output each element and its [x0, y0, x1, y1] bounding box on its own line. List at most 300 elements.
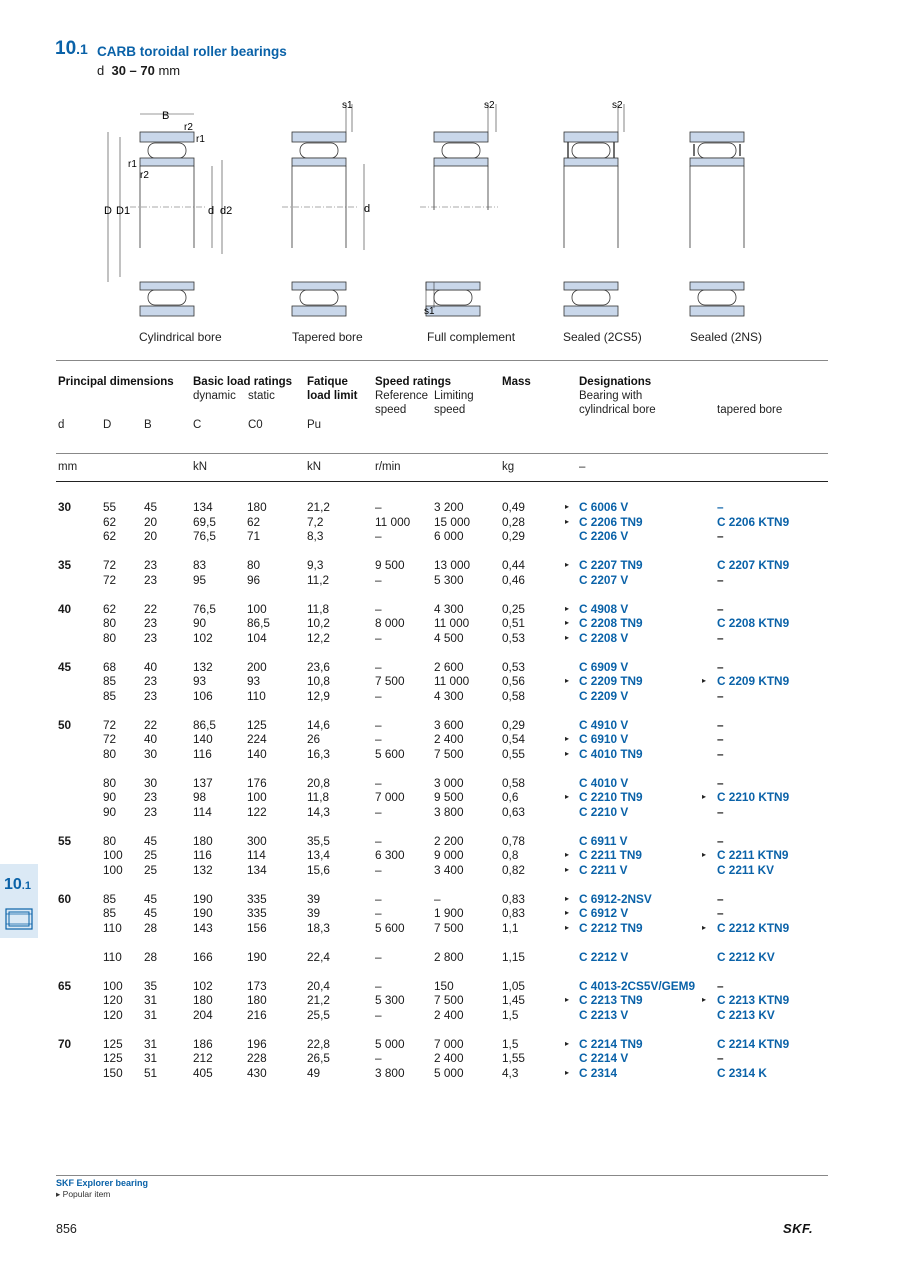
cell-static-load: 71	[247, 529, 261, 543]
symbol-Pu: Pu	[307, 419, 322, 431]
cell-width: 31	[144, 1007, 158, 1022]
designation-tapered[interactable]: C 2211 KV	[717, 862, 775, 877]
designation-cylindrical[interactable]: C 2211 TN9	[579, 848, 642, 862]
cell-mass: 0,63	[502, 804, 525, 819]
designation-tapered: –	[717, 978, 724, 993]
cell-fatigue-limit: 49	[307, 1065, 321, 1080]
cell-reference-speed: –	[375, 732, 382, 746]
cell-dynamic-load: 204	[193, 1007, 213, 1022]
label-d2: d2	[220, 205, 233, 217]
cell-outer-diameter: 80	[103, 616, 117, 630]
designation-tapered[interactable]: C 2212 KTN9	[717, 920, 790, 935]
popular-marker-icon: ▸	[565, 792, 570, 801]
cell-dynamic-load: 83	[193, 558, 207, 572]
cell-width: 28	[144, 949, 158, 964]
popular-marker-icon: ▸	[565, 893, 570, 903]
label-s1-b: s1	[424, 306, 435, 317]
cell-limiting-speed: 2 200	[434, 833, 464, 848]
cell-reference-speed: –	[375, 717, 382, 732]
cell-outer-diameter: 85	[103, 674, 117, 688]
cell-reference-speed: 3 800	[375, 1065, 405, 1080]
cell-mass: 0,29	[502, 717, 525, 732]
cell-width: 45	[144, 891, 158, 906]
designation-cylindrical[interactable]: C 2209 TN9	[579, 674, 643, 688]
row-group	[56, 1037, 836, 1081]
header-designations: Designations	[579, 376, 652, 388]
designation-cylindrical[interactable]: C 2210 V	[579, 804, 629, 819]
cell-width: 23	[144, 674, 158, 688]
designation-tapered[interactable]: C 2206 KTN9	[717, 514, 790, 529]
label-r2-b: r2	[140, 170, 149, 181]
popular-marker-icon: ▸	[565, 618, 570, 627]
cell-fatigue-limit: 9,3	[307, 558, 324, 572]
cell-static-load: 180	[247, 500, 267, 514]
header-fatigue-1: Fatique	[307, 376, 348, 388]
row-group	[56, 776, 836, 820]
cell-dynamic-load: 212	[193, 1051, 213, 1065]
cell-mass: 1,15	[502, 949, 525, 964]
designation-cylindrical[interactable]: C 2207 TN9	[579, 558, 643, 572]
caption-sealed-2cs5: Sealed (2CS5)	[563, 330, 642, 344]
label-d-tapered: d	[364, 203, 371, 215]
cell-width: 23	[144, 558, 158, 572]
table-row	[56, 906, 836, 921]
cell-limiting-speed: –	[434, 891, 441, 906]
cell-static-load: 100	[247, 601, 267, 616]
unit-kN-fatigue: kN	[307, 461, 322, 473]
cell-fatigue-limit: 12,2	[307, 630, 330, 645]
table-row	[56, 747, 836, 762]
section-title: CARB toroidal roller bearings	[97, 44, 287, 59]
cell-width: 22	[144, 601, 158, 616]
caption-full-complement: Full complement	[427, 330, 516, 344]
cell-limiting-speed: 2 600	[434, 659, 464, 674]
designation-cylindrical[interactable]: C 2209 V	[579, 688, 629, 703]
designation-tapered: –	[717, 833, 724, 848]
cell-reference-speed: –	[375, 1007, 382, 1022]
caption-cylindrical: Cylindrical bore	[139, 330, 222, 344]
cell-static-load: 173	[247, 978, 267, 993]
cell-dynamic-load: 132	[193, 659, 213, 674]
designation-cylindrical[interactable]: C 4908 V	[579, 601, 629, 616]
cell-reference-speed: 5 000	[375, 1036, 405, 1051]
cell-dynamic-load: 134	[193, 500, 213, 514]
cell-mass: 0,55	[502, 746, 525, 761]
cell-reference-speed: –	[375, 775, 382, 790]
cell-outer-diameter: 80	[103, 746, 117, 761]
unit-mm: mm	[58, 461, 78, 473]
cell-outer-diameter: 72	[103, 572, 117, 587]
header-limiting-1: Limiting	[434, 390, 474, 402]
cell-static-load: 100	[247, 790, 267, 804]
row-group	[56, 892, 836, 936]
designation-cylindrical[interactable]: C 6006 V	[579, 500, 629, 514]
cell-width: 35	[144, 978, 158, 993]
cell-width: 51	[144, 1065, 158, 1080]
cell-d: 65	[58, 978, 72, 993]
cell-fatigue-limit: 21,2	[307, 500, 330, 514]
designation-cylindrical[interactable]: C 6909 V	[579, 659, 629, 674]
table-row	[56, 892, 836, 907]
header-limiting-2: speed	[434, 404, 466, 416]
designation-cylindrical[interactable]: C 6910 V	[579, 732, 629, 746]
cell-fatigue-limit: 14,6	[307, 717, 330, 732]
cell-mass: 0,58	[502, 775, 525, 790]
designation-cylindrical[interactable]: C 2208 TN9	[579, 616, 643, 630]
designation-tapered[interactable]: C 2212 KV	[717, 949, 775, 964]
header-basic: Basic load ratings	[193, 376, 293, 388]
label-D: D	[104, 205, 112, 217]
cell-fatigue-limit: 12,9	[307, 688, 330, 703]
cell-fatigue-limit: 39	[307, 906, 321, 920]
designation-tapered[interactable]: C 2210 KTN9	[717, 790, 790, 804]
designation-tapered: –	[717, 601, 724, 616]
cell-mass: 0,56	[502, 674, 525, 688]
cell-static-load: 156	[247, 920, 267, 935]
drawing-tapered-bore	[282, 104, 364, 316]
cell-outer-diameter: 62	[103, 514, 117, 529]
header-principal: Principal dimensions	[58, 376, 174, 388]
cell-fatigue-limit: 11,2	[307, 572, 330, 587]
designation-cylindrical[interactable]: C 4013-2CS5V/GEM9	[579, 978, 696, 993]
cell-width: 28	[144, 920, 158, 935]
drawing-sealed-2ns	[690, 132, 744, 316]
cell-static-load: 430	[247, 1065, 267, 1080]
cell-limiting-speed: 3 800	[434, 804, 464, 819]
cell-mass: 1,1	[502, 920, 519, 935]
designation-cylindrical[interactable]: C 2214 V	[579, 1051, 629, 1065]
row-group	[56, 660, 836, 704]
cell-mass: 0,29	[502, 529, 525, 543]
cell-limiting-speed: 2 400	[434, 732, 464, 746]
cell-fatigue-limit: 11,8	[307, 790, 330, 804]
table-row	[56, 1066, 836, 1081]
designation-cylindrical[interactable]: C 2314	[579, 1065, 618, 1080]
page-number: 856	[56, 1222, 77, 1236]
popular-marker-icon: ▸	[565, 632, 570, 642]
designation-cylindrical[interactable]: C 2211 V	[579, 862, 628, 877]
cell-reference-speed: 11 000	[375, 514, 411, 529]
designation-cylindrical[interactable]: C 6912 V	[579, 906, 629, 920]
cell-fatigue-limit: 25,5	[307, 1007, 330, 1022]
cell-d: 30	[58, 500, 72, 514]
cell-outer-diameter: 55	[103, 500, 117, 514]
cell-reference-speed: –	[375, 949, 382, 964]
designation-cylindrical[interactable]: C 2206 V	[579, 529, 629, 543]
designation-tapered[interactable]: C 2208 KTN9	[717, 616, 790, 630]
designation-tapered[interactable]: C 2314 K	[717, 1065, 767, 1080]
cell-width: 31	[144, 1036, 158, 1051]
cell-width: 40	[144, 659, 158, 674]
cell-width: 31	[144, 993, 158, 1007]
table-row	[56, 732, 836, 747]
cell-fatigue-limit: 20,4	[307, 978, 330, 993]
designation-tapered[interactable]: C 2207 KTN9	[717, 558, 790, 572]
cell-width: 31	[144, 1051, 158, 1065]
divider-units	[56, 481, 828, 482]
row-group	[56, 602, 836, 646]
cell-dynamic-load: 90	[193, 616, 207, 630]
table-row	[56, 573, 836, 588]
table-row	[56, 529, 836, 544]
cell-reference-speed: 5 600	[375, 746, 405, 761]
cell-dynamic-load: 86,5	[193, 717, 216, 732]
table-row	[56, 979, 836, 994]
cell-reference-speed: –	[375, 601, 382, 616]
cell-dynamic-load: 116	[193, 746, 212, 761]
cell-fatigue-limit: 22,4	[307, 949, 330, 964]
cell-limiting-speed: 7 500	[434, 746, 464, 761]
cell-static-load: 62	[247, 514, 261, 529]
cell-limiting-speed: 15 000	[434, 514, 471, 529]
cell-static-load: 196	[247, 1036, 267, 1051]
cell-mass: 1,5	[502, 1007, 519, 1022]
cell-d: 55	[58, 833, 72, 848]
popular-marker-icon: ▸	[702, 922, 707, 932]
popular-marker-icon: ▸	[565, 850, 570, 859]
designation-cylindrical[interactable]: C 2214 TN9	[579, 1036, 643, 1051]
table-row	[56, 602, 836, 617]
cell-limiting-speed: 5 300	[434, 572, 464, 587]
cell-width: 45	[144, 906, 158, 920]
header-reference-1: Reference	[375, 390, 429, 402]
cell-width: 23	[144, 790, 158, 804]
cell-fatigue-limit: 11,8	[307, 601, 330, 616]
designation-cylindrical[interactable]: C 4910 V	[579, 717, 629, 732]
cell-limiting-speed: 3 600	[434, 717, 464, 732]
cell-dynamic-load: 190	[193, 891, 213, 906]
cell-outer-diameter: 100	[103, 862, 123, 877]
cell-mass: 0,58	[502, 688, 525, 703]
designation-tapered: –	[717, 732, 724, 746]
cell-dynamic-load: 93	[193, 674, 207, 688]
symbol-d: d	[58, 419, 65, 431]
cell-mass: 1,45	[502, 993, 525, 1007]
cell-outer-diameter: 80	[103, 833, 117, 848]
popular-marker-icon: ▸	[565, 1067, 570, 1077]
designation-tapered: –	[717, 717, 724, 732]
table-row	[56, 834, 836, 849]
designation-tapered[interactable]: C 2213 KV	[717, 1007, 775, 1022]
cell-d: 60	[58, 891, 72, 906]
cell-d: 40	[58, 601, 72, 616]
divider-top	[56, 360, 828, 361]
designation-cylindrical[interactable]: C 2208 V	[579, 630, 629, 645]
table-row	[56, 674, 836, 689]
label-r1: r1	[196, 134, 205, 145]
cell-limiting-speed: 2 400	[434, 1051, 464, 1065]
label-s2-b: s2	[612, 100, 623, 111]
cell-static-load: 180	[247, 993, 267, 1007]
cell-fatigue-limit: 16,3	[307, 746, 330, 761]
designation-tapered[interactable]: C 2214 KTN9	[717, 1036, 790, 1051]
designation-cylindrical[interactable]: C 2212 V	[579, 949, 629, 964]
cell-outer-diameter: 85	[103, 906, 117, 920]
unit-speed: r/min	[375, 461, 401, 473]
cell-d: 45	[58, 659, 72, 674]
bearing-drawings	[80, 92, 780, 332]
cell-fatigue-limit: 18,3	[307, 920, 330, 935]
popular-marker-icon: ▸	[702, 995, 707, 1004]
cell-static-load: 93	[247, 674, 261, 688]
cell-outer-diameter: 100	[103, 848, 123, 862]
header-static: static	[248, 390, 275, 402]
designation-tapered: –	[717, 659, 724, 674]
designation-tapered[interactable]: C 2209 KTN9	[717, 674, 790, 688]
cell-outer-diameter: 90	[103, 790, 117, 804]
popular-marker-icon: ▸	[565, 502, 570, 511]
table-row	[56, 631, 836, 646]
cell-dynamic-load: 405	[193, 1065, 213, 1080]
designation-cylindrical[interactable]: C 2213 V	[579, 1007, 629, 1022]
cell-width: 20	[144, 529, 158, 543]
header-tapered: tapered bore	[717, 404, 783, 416]
table-row	[56, 1037, 836, 1052]
table-row	[56, 1051, 836, 1066]
cell-static-load: 224	[247, 732, 267, 746]
cell-reference-speed: –	[375, 833, 382, 848]
cell-fatigue-limit: 21,2	[307, 993, 330, 1007]
cell-limiting-speed: 3 000	[434, 775, 464, 790]
table-row	[56, 805, 836, 820]
popular-marker-icon: ▸	[565, 1038, 570, 1048]
unit-kN-load: kN	[193, 461, 208, 473]
row-group	[56, 979, 836, 1023]
cell-limiting-speed: 7 500	[434, 920, 464, 935]
cell-dynamic-load: 143	[193, 920, 213, 935]
table-row	[56, 500, 836, 515]
label-D1: D1	[116, 205, 131, 217]
cell-limiting-speed: 6 000	[434, 529, 464, 543]
label-d: d	[208, 205, 215, 217]
cell-dynamic-load: 166	[193, 949, 213, 964]
row-group	[56, 718, 836, 762]
footer-explorer-note: SKF Explorer bearing	[56, 1178, 149, 1188]
designation-tapered: –	[717, 746, 724, 761]
cell-static-load: 335	[247, 906, 267, 920]
cell-outer-diameter: 80	[103, 775, 117, 790]
cell-outer-diameter: 62	[103, 601, 117, 616]
cell-fatigue-limit: 20,8	[307, 775, 330, 790]
table-row	[56, 863, 836, 878]
cell-dynamic-load: 140	[193, 732, 213, 746]
designation-tapered: –	[717, 500, 724, 514]
section-side-tab[interactable]	[0, 864, 38, 938]
cell-static-load: 335	[247, 891, 267, 906]
cell-static-load: 134	[247, 862, 267, 877]
cell-reference-speed: –	[375, 500, 382, 514]
header-mass: Mass	[502, 376, 531, 388]
cell-outer-diameter: 85	[103, 891, 117, 906]
cell-dynamic-load: 186	[193, 1036, 213, 1051]
row-group	[56, 558, 836, 587]
cell-width: 23	[144, 572, 158, 587]
cell-static-load: 104	[247, 630, 267, 645]
cell-limiting-speed: 11 000	[434, 674, 470, 688]
cell-reference-speed: 9 500	[375, 558, 405, 572]
table-row	[56, 660, 836, 675]
label-B: B	[162, 110, 170, 122]
cell-limiting-speed: 2 800	[434, 949, 464, 964]
cell-mass: 0,6	[502, 790, 519, 804]
designation-cylindrical[interactable]: C 2206 TN9	[579, 514, 643, 529]
cell-dynamic-load: 106	[193, 688, 213, 703]
popular-marker-icon: ▸	[56, 1189, 61, 1199]
cell-width: 45	[144, 500, 158, 514]
cell-dynamic-load: 137	[193, 775, 213, 790]
label-s2: s2	[484, 100, 495, 111]
designation-tapered[interactable]: C 2213 KTN9	[717, 993, 790, 1007]
cell-reference-speed: –	[375, 1051, 382, 1065]
drawing-full-complement	[420, 104, 498, 316]
header-fatigue-2: load limit	[307, 390, 358, 402]
cell-mass: 4,3	[502, 1065, 519, 1080]
cell-fatigue-limit: 23,6	[307, 659, 330, 674]
cell-reference-speed: –	[375, 862, 382, 877]
footer-popular-note: ▸ Popular item	[56, 1189, 111, 1199]
cell-outer-diameter: 125	[103, 1051, 123, 1065]
designation-cylindrical[interactable]: C 4010 V	[579, 775, 629, 790]
cell-limiting-speed: 3 200	[434, 500, 464, 514]
cell-mass: 0,53	[502, 630, 525, 645]
cell-outer-diameter: 150	[103, 1065, 123, 1080]
designation-cylindrical[interactable]: C 2213 TN9	[579, 993, 643, 1007]
cell-mass: 0,28	[502, 514, 525, 529]
caption-tapered: Tapered bore	[292, 330, 363, 344]
cell-dynamic-load: 114	[193, 804, 212, 819]
cell-static-load: 125	[247, 717, 267, 732]
cell-mass: 0,49	[502, 500, 525, 514]
designation-tapered: –	[717, 1051, 724, 1065]
designation-cylindrical[interactable]: C 2210 TN9	[579, 790, 643, 804]
cell-static-load: 300	[247, 833, 267, 848]
cell-limiting-speed: 2 400	[434, 1007, 464, 1022]
designation-tapered[interactable]: C 2211 KTN9	[717, 848, 789, 862]
cell-dynamic-load: 180	[193, 993, 213, 1007]
cell-fatigue-limit: 35,5	[307, 833, 330, 848]
cell-fatigue-limit: 26,5	[307, 1051, 330, 1065]
cell-reference-speed: 5 300	[375, 993, 405, 1007]
designation-cylindrical[interactable]: C 2212 TN9	[579, 920, 643, 935]
designation-tapered: –	[717, 804, 724, 819]
designation-cylindrical[interactable]: C 2207 V	[579, 572, 629, 587]
cell-reference-speed: –	[375, 688, 382, 703]
table-row	[56, 689, 836, 704]
popular-marker-icon: ▸	[565, 864, 570, 874]
popular-marker-icon: ▸	[702, 792, 707, 801]
table-row	[56, 993, 836, 1008]
designation-cylindrical[interactable]: C 6911 V	[579, 833, 628, 848]
cell-mass: 1,05	[502, 978, 525, 993]
cell-width: 20	[144, 514, 158, 529]
cell-dynamic-load: 116	[193, 848, 212, 862]
popular-marker-icon: ▸	[565, 516, 570, 526]
cell-reference-speed: –	[375, 529, 382, 543]
designation-tapered: –	[717, 630, 724, 645]
header-bearing-with-1: Bearing with	[579, 390, 643, 402]
table-row	[56, 515, 836, 530]
designation-cylindrical[interactable]: C 6912-2NSV	[579, 891, 652, 906]
designation-cylindrical[interactable]: C 4010 TN9	[579, 746, 643, 761]
cell-outer-diameter: 120	[103, 1007, 123, 1022]
cell-d: 50	[58, 717, 72, 732]
cell-static-load: 110	[247, 688, 266, 703]
symbol-B: B	[144, 419, 152, 431]
cell-width: 23	[144, 804, 158, 819]
cell-reference-speed: –	[375, 804, 382, 819]
table-row	[56, 718, 836, 733]
table-row	[56, 558, 836, 573]
